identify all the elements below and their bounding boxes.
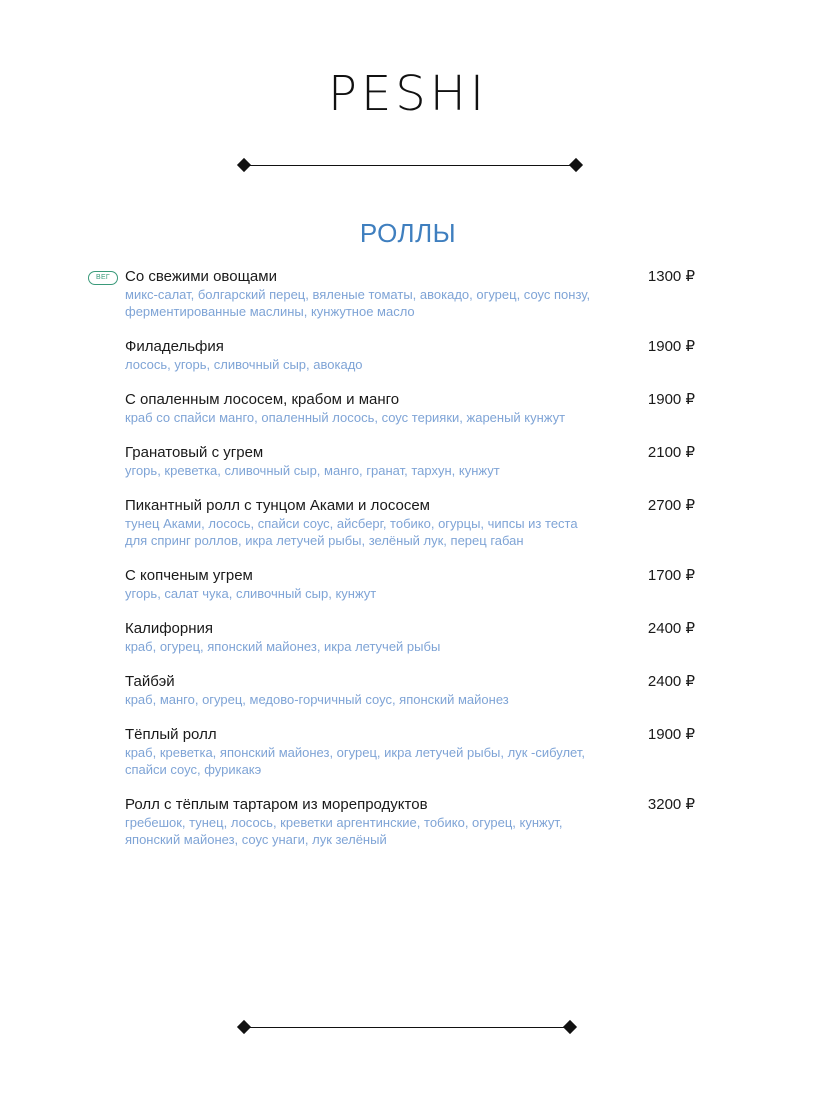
item-description: краб со спайси манго, опаленный лосось, соус терияки, жареный кунжут	[125, 410, 566, 425]
menu-item	[125, 620, 695, 655]
item-name: Калифорния	[125, 620, 214, 637]
item-price: 1900 ₽	[647, 391, 695, 408]
item-description: гребешок, тунец, лосось, креветки аргентинские, тобико, огурец, кунжут, японский майонез, соус унаги, лук зелёный	[125, 815, 563, 847]
item-name: Со свежими овощами	[125, 268, 277, 285]
veg-badge: ВЕГ	[88, 271, 118, 285]
menu-item	[125, 567, 695, 602]
item-price: 1900 ₽	[647, 726, 695, 743]
menu-item	[125, 338, 695, 373]
item-description: тунец Аками, лосось, спайси соус, айсберг, тобико, огурцы, чипсы из теста для спринг роллов, икра летучей рыбы, зелёный лук, перец габан	[125, 516, 578, 548]
item-price: 1900 ₽	[647, 338, 695, 355]
item-description: лосось, угорь, сливочный сыр, авокадо	[125, 357, 363, 372]
menu-item	[125, 726, 695, 778]
item-price: 2100 ₽	[647, 444, 695, 461]
menu-item	[125, 444, 695, 479]
top-divider	[236, 156, 584, 176]
item-price: 1300 ₽	[647, 268, 695, 285]
item-description: микс-салат, болгарский перец, вяленые томаты, авокадо, огурец, соус понзу, ферментированные маслины, кунжутное масло	[125, 287, 591, 319]
item-description: краб, креветка, японский майонез, огурец, икра летучей рыбы, лук -сибулет, спайси соус, фурикакэ	[125, 745, 585, 777]
item-name: Филадельфия	[125, 338, 224, 355]
menu-item	[125, 391, 695, 426]
menu-list	[95, 268, 695, 866]
item-price: 2400 ₽	[647, 620, 695, 637]
divider-diamond-right	[569, 158, 583, 172]
item-price: 3200 ₽	[647, 796, 695, 813]
item-description: краб, манго, огурец, медово-горчичный соус, японский майонез	[125, 692, 509, 707]
menu-item	[125, 796, 695, 848]
section-title: РОЛЛЫ	[359, 218, 457, 248]
item-name: Тайбэй	[125, 673, 175, 690]
item-name: С опаленным лососем, крабом и манго	[125, 391, 400, 408]
bottom-divider	[236, 1018, 578, 1038]
item-name: Ролл с тёплым тартаром из морепродуктов	[125, 796, 428, 813]
item-price: 1700 ₽	[647, 567, 695, 584]
divider-diamond-right	[563, 1020, 577, 1034]
item-price: 2400 ₽	[647, 673, 695, 690]
item-description: краб, огурец, японский майонез, икра летучей рыбы	[125, 639, 441, 654]
divider-line	[246, 165, 574, 166]
menu-item	[125, 497, 695, 549]
item-name: С копченым угрем	[125, 567, 253, 584]
menu-item	[95, 268, 695, 320]
item-name: Пикантный ролл с тунцом Аками и лососем	[125, 497, 430, 514]
item-name: Гранатовый с угрем	[125, 444, 264, 461]
menu-item	[125, 673, 695, 708]
item-price: 2700 ₽	[647, 497, 695, 514]
brand-logo: PESHI	[328, 66, 488, 122]
item-description: угорь, креветка, сливочный сыр, манго, гранат, тархун, кунжут	[125, 463, 500, 478]
divider-line	[246, 1027, 568, 1028]
item-description: угорь, салат чука, сливочный сыр, кунжут	[125, 586, 377, 601]
item-name: Тёплый ролл	[125, 726, 217, 743]
